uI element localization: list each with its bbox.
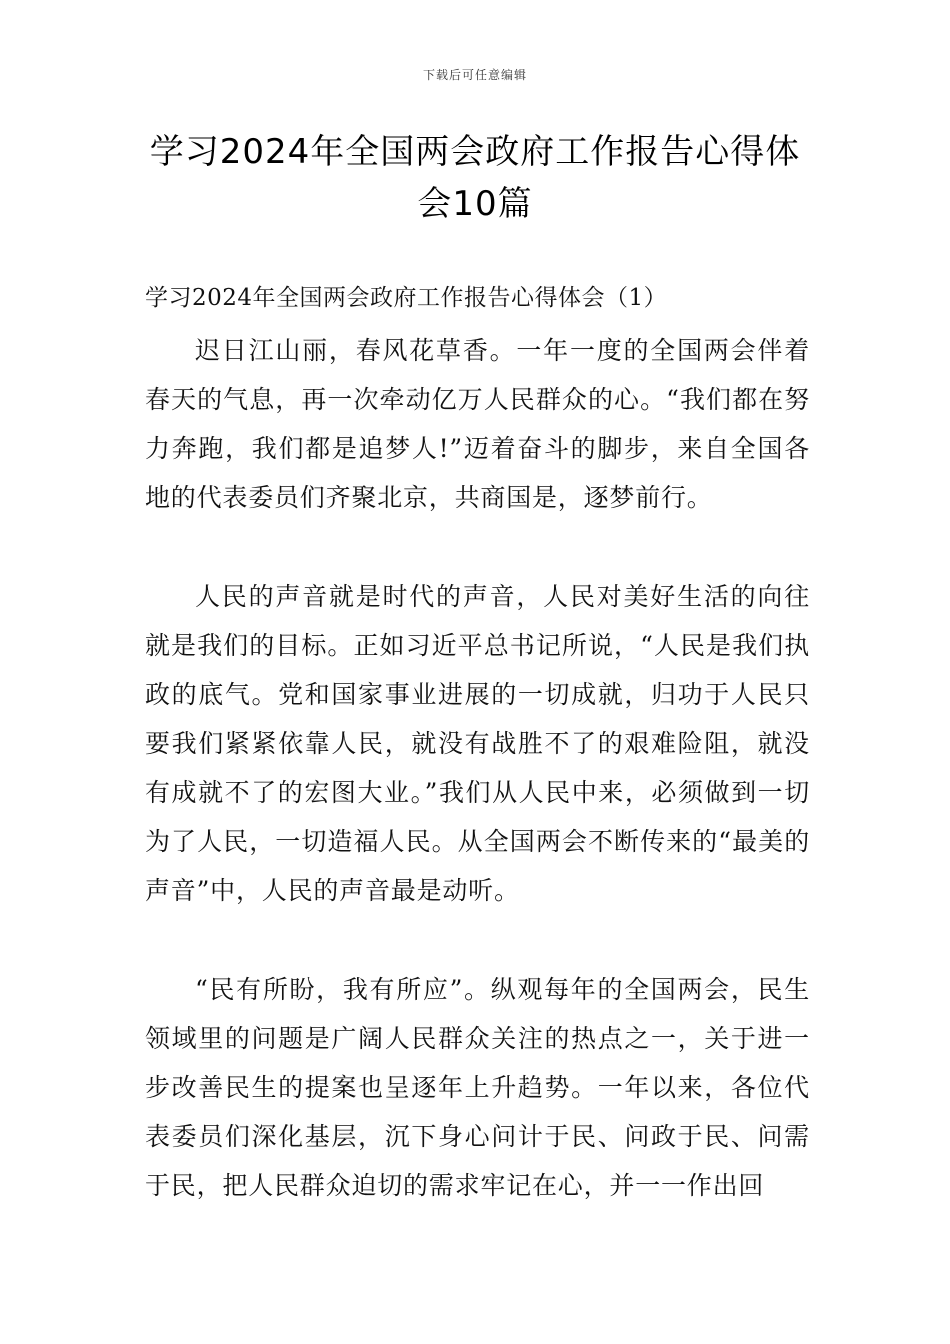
document-title: 学习2024年全国两会政府工作报告心得体会10篇 [149,132,801,224]
header-note: 下载后可任意编辑 [422,68,527,82]
document-body [145,280,810,1210]
paragraph-1: 迟日江山丽，春风花草香。一年一度的全国两会伴着春天的气息，再一次牵动亿万人民群众的心。“我们都在努力奔跑，我们都是追梦人!”迈着奋斗的脚步，来自全国各地的代表委员们齐聚北京，共商国是，逐梦前行。 [145,336,810,512]
paragraph-gap [145,915,810,965]
paragraph-2: 人民的声音就是时代的声音，人民对美好生活的向往就是我们的目标。正如习近平总书记所说，“人民是我们执政的底气。党和国家事业进展的一切成就，归功于人民只要我们紧紧依靠人民，就没有战胜不了的艰难险阻，就没有成就不了的宏图大业。”我们从人民中来，必须做到一切为了人民，一切造福人民。从全国两会不断传来的“最美的声音”中，人民的声音最是动听。 [145,582,810,905]
paragraph-gap [145,522,810,572]
paragraph-3: “民有所盼，我有所应”。纵观每年的全国两会，民生领域里的问题是广阔人民群众关注的热点之一，关于进一步改善民生的提案也呈逐年上升趋势。一年以来，各位代表委员们深化基层，沉下身心问计于民、问政于民、问需于民，把人民群众迫切的需求牢记在心，并一一作出回 [145,975,810,1200]
section-heading: 学习2024年全国两会政府工作报告心得体会（1） [145,285,668,311]
